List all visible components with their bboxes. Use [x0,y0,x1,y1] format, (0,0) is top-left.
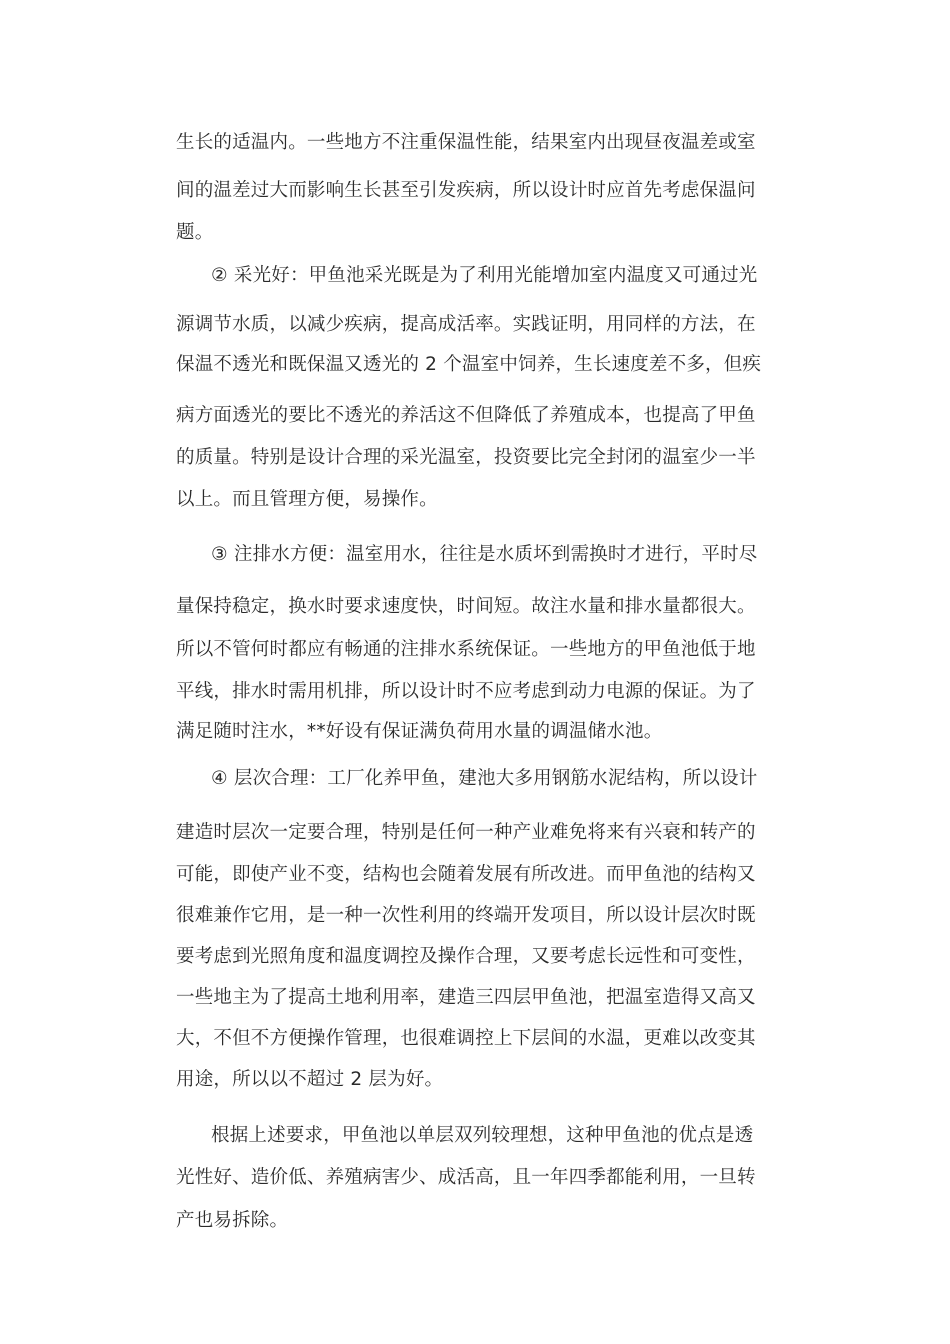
text-line-9: 以上。而且管理方便，易操作。 [176,489,438,510]
text-line-7: 病方面透光的要比不透光的养活这不但降低了养殖成本，也提高了甲鱼 [176,405,756,426]
text-line-16: 建造时层次一定要合理，特别是任何一种产业难免将来有兴衰和转产的 [176,822,756,843]
text-line-19: 要考虑到光照角度和温度调控及操作合理，又要考虑长远性和可变性， [176,946,756,967]
text-line-13: 平线，排水时需用机排，所以设计时不应考虑到动力电源的保证。为了 [176,681,756,702]
text-line-8: 的质量。特别是设计合理的采光温室，投资要比完全封闭的温室少一半 [176,447,756,468]
paragraph-2-line-1: ② 采光好：甲鱼池采光既是为了利用光能增加室内温度又可通过光 [211,265,758,286]
paragraph-3-line-1: ③ 注排水方便：温室用水，往往是水质坏到需换时才进行，平时尽 [211,544,758,565]
paragraph-4-line-1: ④ 层次合理：工厂化养甲鱼，建池大多用钢筋水泥结构，所以设计 [211,768,758,789]
text-line-24: 光性好、造价低、养殖病害少、成活高，且一年四季都能利用，一旦转 [176,1167,756,1188]
text-line-14: 满足随时注水，**好设有保证满负荷用水量的调温储水池。 [176,721,663,742]
text-line-21: 大，不但不方便操作管理，也很难调控上下层间的水温，更难以改变其 [176,1028,756,1049]
text-line-12: 所以不管何时都应有畅通的注排水系统保证。一些地方的甲鱼池低于地 [176,639,756,660]
text-line-17: 可能，即使产业不变，结构也会随着发展有所改进。而甲鱼池的结构又 [176,864,756,885]
text-line-25: 产也易拆除。 [176,1210,289,1231]
text-line-6: 保温不透光和既保温又透光的 2 个温室中饲养，生长速度差不多，但疾 [176,354,762,375]
text-line-2: 间的温差过大而影响生长甚至引发疾病，所以设计时应首先考虑保温问 [176,180,756,201]
text-line-18: 很难兼作它用，是一种一次性利用的终端开发项目，所以设计层次时既 [176,905,756,926]
paragraph-5-line-1: 根据上述要求，甲鱼池以单层双列较理想，这种甲鱼池的优点是透 [211,1125,754,1146]
text-line-3: 题。 [176,222,214,243]
text-line-22: 用途，所以以不超过 2 层为好。 [176,1069,444,1090]
text-line-1: 生长的适温内。一些地方不注重保温性能，结果室内出现昼夜温差或室 [176,132,756,153]
text-line-11: 量保持稳定，换水时要求速度快，时间短。故注水量和排水量都很大。 [176,596,756,617]
text-line-5: 源调节水质，以减少疾病，提高成活率。实践证明，用同样的方法，在 [176,314,756,335]
text-line-20: 一些地主为了提高土地利用率，建造三四层甲鱼池，把温室造得又高又 [176,987,756,1008]
